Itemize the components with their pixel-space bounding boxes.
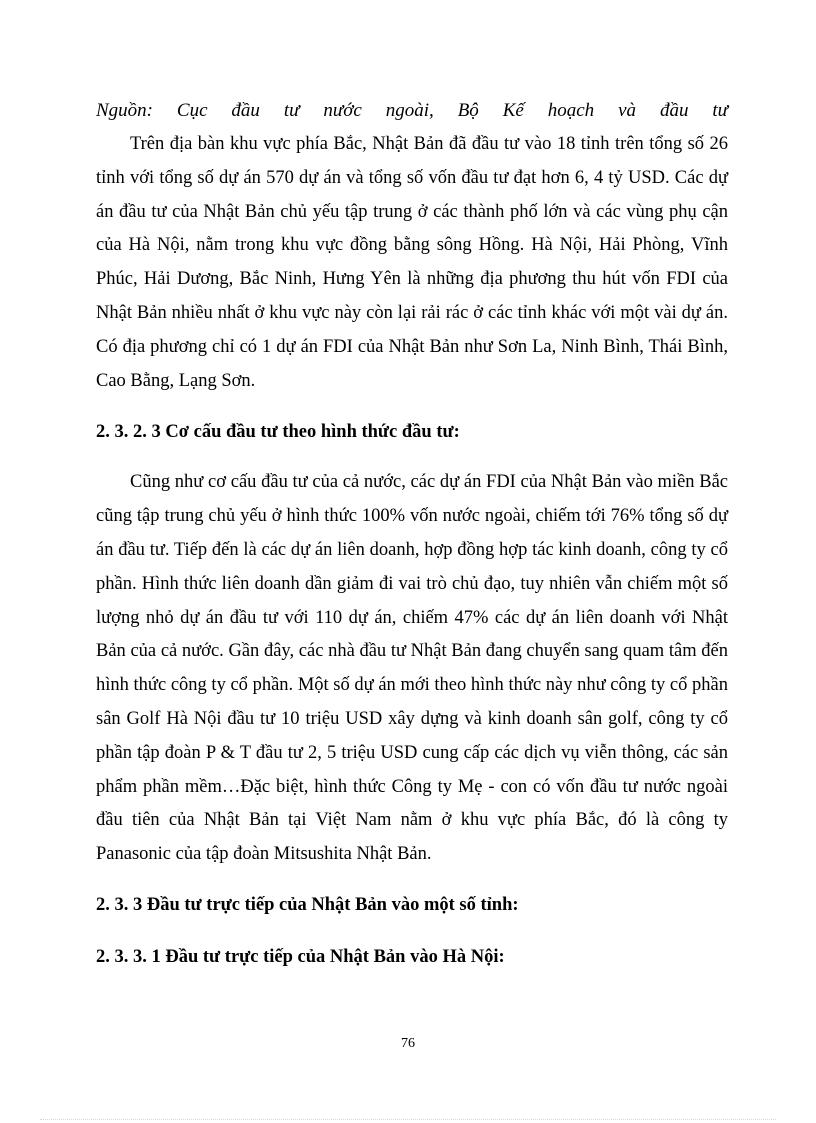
document-page [96, 96, 728, 969]
section-heading-investment-by-province: 2. 3. 3 Đầu tư trực tiếp của Nhật Bản vào một số tỉnh: [96, 894, 519, 915]
section-heading-investment-structure: 2. 3. 2. 3 Cơ cấu đầu tư theo hình thức đầu tư: [96, 422, 460, 443]
page-number: 76 [401, 1036, 415, 1051]
source-citation: Nguồn: Cục đầu tư nước ngoài, Bộ Kế hoạch và đầu tư [96, 100, 728, 121]
paragraph-japan-investment-north: Trên địa bàn khu vực phía Bắc, Nhật Bản đã đầu tư vào 18 tỉnh trên tổng số 26 tỉnh với tổng số dự án 570 dự án và tổng số vốn đầu tư đạt hơn 6, 4 tỷ USD. Các dự án đầu tư của Nhật Bản chủ yếu tập trung ở các thành phố lớn và các vùng phụ cận của Hà Nội, nằm trong khu vực đồng bằng sông Hồng. Hà Nội, Hải Phòng, Vĩnh Phúc, Hải Dương, Bắc Ninh, Hưng Yên là những địa phương thu hút vốn FDI của Nhật Bản nhiều nhất ở khu vực này còn lại rải rác ở các tỉnh khác với một vài dự án. Có địa phương chỉ có 1 dự án FDI của Nhật Bản như Sơn La, Ninh Bình, Thái Bình, Cao Bằng, Lạng Sơn. [96, 134, 728, 391]
page-bottom-divider [40, 1119, 776, 1120]
paragraph-investment-forms: Cũng như cơ cấu đầu tư của cả nước, các dự án FDI của Nhật Bản vào miền Bắc cũng tập trung chủ yếu ở hình thức 100% vốn nước ngoài, chiếm tới 76% tổng số dự án đầu tư. Tiếp đến là các dự án liên doanh, hợp đồng hợp tác kinh doanh, công ty cổ phần. Hình thức liên doanh dần giảm đi vai trò chủ đạo, tuy nhiên vẫn chiếm một số lượng nhỏ dự án đầu tư với 110 dự án, chiếm 47% các dự án liên doanh với Nhật Bản của cả nước. Gần đây, các nhà đầu tư Nhật Bản đang chuyển sang quam tâm đến hình thức công ty cổ phần. Một số dự án mới theo hình thức này như công ty cổ phần sân Golf Hà Nội đầu tư 10 triệu USD xây dựng và kinh doanh sân golf, công ty cổ phần tập đoàn P & T đầu tư 2, 5 triệu USD cung cấp các dịch vụ viễn thông, các sản phẩm phần mềm…Đặc biệt, hình thức Công ty Mẹ - con có vốn đầu tư nước ngoài đầu tiên của Nhật Bản tại Việt Nam nằm ở khu vực phía Bắc, đó là công ty Panasonic của tập đoàn Mitsushita Nhật Bản. [96, 472, 728, 865]
section-heading-hanoi-investment: 2. 3. 3. 1 Đầu tư trực tiếp của Nhật Bản vào Hà Nội: [96, 946, 505, 967]
